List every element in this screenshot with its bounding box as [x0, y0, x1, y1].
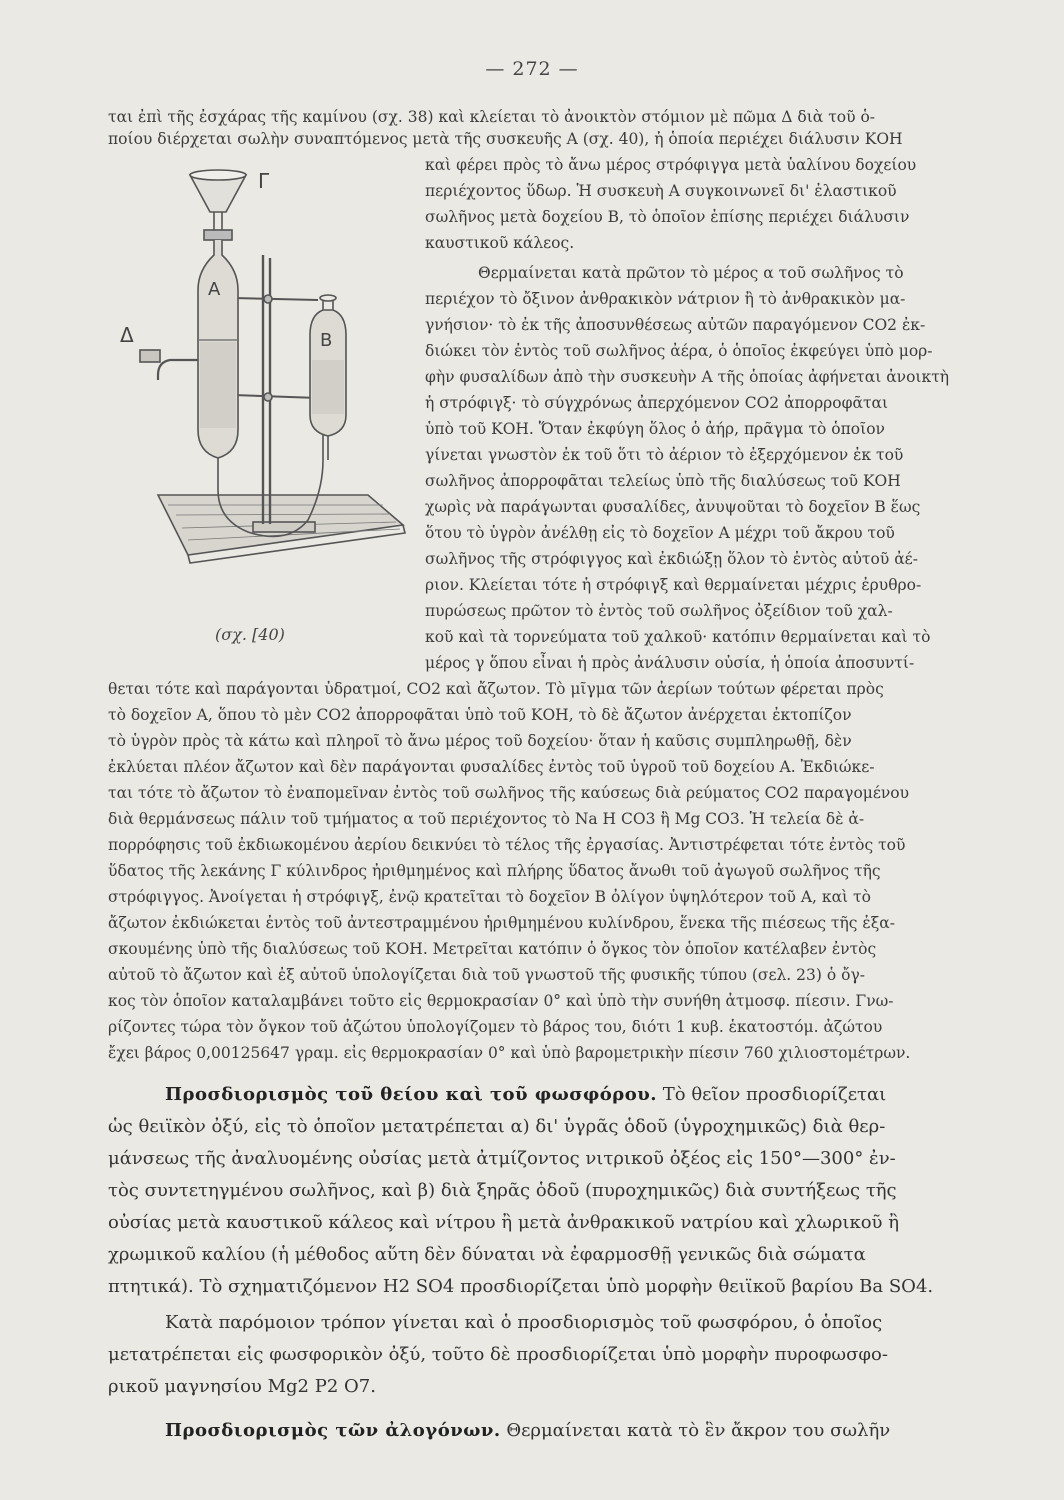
- text-line: πυρώσεως πρῶτον τὸ ἐντὸς τοῦ σωλῆνος ὀξείδιον τοῦ χαλ-: [425, 602, 893, 620]
- label-gamma: Γ: [258, 169, 270, 193]
- text-line: χρωμικοῦ καλίου (ἡ μέθοδος αὕτη δὲν δύναται νὰ ἐφαρμοσθῇ γενικῶς διὰ σώματα: [108, 1244, 866, 1265]
- text-line: οὐσίας μετὰ καυστικοῦ κάλεος καὶ νίτρου ἢ μετὰ ἀνθρακικοῦ νατρίου καὶ χλωρικοῦ ἢ: [108, 1212, 899, 1233]
- text-line: περιέχοντος ὕδωρ. Ἡ συσκευὴ Α συγκοινωνεῖ δι' ἐλαστικοῦ: [425, 182, 897, 200]
- text-line: ἄζωτον ἐκδιώκεται ἐντὸς τοῦ ἀντεστραμμένου ἠριθμημένου κυλίνδρου, ἕνεκα τῆς πιέσεως τῆς ἐξα-: [108, 914, 895, 932]
- text-line: ται ἐπὶ τῆς ἐσχάρας τῆς καμίνου (σχ. 38) καὶ κλείεται τὸ ἀνοικτὸν στόμιον μὲ πῶμα Δ διὰ τοῦ ὁ-: [108, 108, 876, 126]
- text-line: σωλῆνος μετὰ δοχείου Β, τὸ ὁποῖον ἐπίσης περιέχει διάλυσιν: [425, 208, 910, 226]
- text-line: ρίζοντες τώρα τὸν ὄγκον τοῦ ἀζώτου ὑπολογίζομεν τὸ βάρος του, διότι 1 κυβ. ἑκατοστόμ. ἀζώτου: [108, 1018, 883, 1036]
- text-line: μετατρέπεται εἰς φωσφορικὸν ὀξύ, τοῦτο δὲ προσδιορίζεται ὑπὸ μορφὴν πυροφωσφο-: [108, 1344, 888, 1365]
- text-line: γίνεται γνωστὸν ἐκ τοῦ ὅτι τὸ ἀέριον τὸ ἐξερχόμενον ἐκ τοῦ: [425, 446, 904, 464]
- text-line: σωλῆνος ἀπορροφᾶται τελείως ὑπὸ τῆς διαλύσεως τοῦ ΚΟΗ: [425, 472, 901, 490]
- text-line: χωρὶς νὰ παράγωνται φυσαλίδες, ἀνυψοῦται τὸ δοχεῖον Β ἕως: [425, 498, 921, 516]
- text-line: τὸ ὑγρὸν πρὸς τὰ κάτω καὶ πληροῖ τὸ ἄνω μέρος τοῦ δοχείου· ὅταν ἡ καῦσις συμπληρωθῇ, δὲν: [108, 732, 852, 750]
- text-line: ρικοῦ μαγνησίου Mg2 P2 O7.: [108, 1376, 376, 1397]
- text-line: θεται τότε καὶ παράγονται ὑδρατμοί, CO2 καὶ ἄζωτον. Τὸ μῖγμα τῶν ἀερίων τούτων φέρεται πρὸς: [108, 680, 884, 698]
- text-line: πτητικά). Τὸ σχηματιζόμενον H2 SO4 προσδιορίζεται ὑπὸ μορφὴν θειϊκοῦ βαρίου Ba SO4.: [108, 1276, 934, 1297]
- text-line: ριον. Κλείεται τότε ἡ στρόφιγξ καὶ θερμαίνεται μέχρις ἐρυθρο-: [425, 576, 922, 594]
- figure-caption: (σχ. [40): [215, 625, 285, 644]
- text-run: Τὸ θεῖον προσδιορίζεται: [657, 1084, 887, 1105]
- text-line: κος τὸν ὁποῖον καταλαμβάνει τοῦτο εἰς θερμοκρασίαν 0° καὶ ὑπὸ τὴν συνήθη ἀτμοσφ. πίεσιν. Γνω-: [108, 992, 894, 1010]
- text-line: καυστικοῦ κάλεος.: [425, 234, 575, 252]
- text-line: σκουμένης ὑπὸ τῆς διαλύσεως τοῦ ΚΟΗ. Μετρεῖται κατόπιν ὁ ὄγκος τὸν ὁποῖον κατέλαβεν ἐντὸς: [108, 940, 877, 958]
- label-alpha: Α: [208, 279, 221, 300]
- apparatus-drawing: [118, 160, 418, 630]
- text-line: Θερμαίνεται κατὰ πρῶτον τὸ μέρος α τοῦ σωλῆνος τὸ: [478, 264, 904, 282]
- label-beta: Β: [320, 330, 333, 351]
- text-line: γνήσιον· τὸ ἐκ τῆς ἀποσυνθέσεως αὐτῶν παραγόμενον CO2 ἐκ-: [425, 316, 926, 334]
- text-line: ἔχει βάρος 0,00125647 γραμ. εἰς θερμοκρασίαν 0° καὶ ὑπὸ βαρομετρικὴν πίεσιν 760 χιλιοστομέτρων.: [108, 1044, 911, 1062]
- section-sulfur-phosphorus: [165, 1082, 1010, 1108]
- text-line: ὅτου τὸ ὑγρὸν ἀνέλθῃ εἰς τὸ δοχεῖον Α μέχρι τοῦ ἄκρου τοῦ: [425, 524, 895, 542]
- page-number: — 272 —: [485, 58, 579, 80]
- text-line: ὡς θειϊκὸν ὀξύ, εἰς τὸ ὁποῖον μετατρέπεται α) δι' ὑγρᾶς ὁδοῦ (ὑγροχημικῶς) διὰ θερ-: [108, 1116, 886, 1137]
- text-line: πορρόφησις τοῦ ἐκδιωκομένου ἀερίου δεικνύει τὸ τέλος τῆς ἐργασίας. Ἀντιστρέφεται τότε ἐντὸς τοῦ: [108, 836, 906, 854]
- text-line: μέρος γ ὅπου εἶναι ἡ πρὸς ἀνάλυσιν οὐσία, ἡ ὁποία ἀποσυντί-: [425, 654, 915, 672]
- text-line: κοῦ καὶ τὰ τορνεύματα τοῦ χαλκοῦ· κατόπιν θερμαίνεται καὶ τὸ: [425, 628, 931, 646]
- text-line: ται τότε τὸ ἄζωτον τὸ ἐναπομεῖναν ἐντὸς τοῦ σωλῆνος τῆς καύσεως διὰ ρεύματος CO2 παραγομένου: [108, 784, 910, 802]
- text-line: καὶ φέρει πρὸς τὸ ἄνω μέρος στρόφιγγα μετὰ ὑαλίνου δοχείου: [425, 156, 917, 174]
- text-line: περιέχον τὸ ὄξινον ἀνθρακικὸν νάτριον ἢ τὸ ἀνθρακικὸν μα-: [425, 290, 906, 308]
- text-line: τὸς συντετηγμένου σωλῆνος, καὶ β) διὰ ξηρᾶς ὁδοῦ (πυροχημικῶς) διὰ συντήξεως τῆς: [108, 1180, 897, 1201]
- text-line: αὐτοῦ τὸ ἄζωτον καὶ ἐξ αὐτοῦ ὑπολογίζεται διὰ τοῦ γνωστοῦ τῆς φυσικῆς τύπου (σελ. 23) ὁ ὄγ-: [108, 966, 865, 984]
- text-run: Θερμαίνεται κατὰ τὸ ἓν ἄκρον του σωλῆν: [500, 1420, 891, 1441]
- text-line: διώκει τὸν ἐντὸς τοῦ σωλῆνος ἀέρα, ὁ ὁποῖος ἐκφεύγει ὑπὸ μορ-: [425, 342, 933, 360]
- section-heading: Προσδιορισμὸς τοῦ θείου καὶ τοῦ φωσφόρου.: [165, 1084, 658, 1105]
- text-line: ὕδατος τῆς λεκάνης Γ κύλινδρος ἠριθμημένος καὶ πλήρης ὕδατος ἄνωθι τοῦ ἀγωγοῦ σωλῆνος τῆς: [108, 862, 881, 880]
- text-line: διὰ θερμάνσεως πάλιν τοῦ τμήματος α τοῦ περιέχοντος τὸ Na H CO3 ἢ Mg CO3. Ἡ τελεία δὲ ἀ-: [108, 810, 865, 828]
- text-line: Κατὰ παρόμοιον τρόπον γίνεται καὶ ὁ προσδιορισμὸς τοῦ φωσφόρου, ὁ ὁποῖος: [165, 1312, 883, 1333]
- section-halogens: [165, 1418, 1010, 1444]
- label-delta: Δ: [120, 323, 134, 347]
- text-line: σωλῆνος τῆς στρόφιγγος καὶ ἐκδιώξῃ ὅλον τὸ ἐντὸς αὐτοῦ ἀέ-: [425, 550, 918, 568]
- apparatus-figure: [118, 160, 418, 630]
- text-line: ἐκλύεται πλέον ἄζωτον καὶ δὲν παράγονται φυσαλίδες ἐντὸς τοῦ ὑγροῦ τοῦ δοχείου Α. Ἐκδιώκε-: [108, 758, 875, 776]
- text-line: φὴν φυσαλίδων ἀπὸ τὴν συσκευὴν Α τῆς ὁποίας ἀφήνεται ἀνοικτὴ: [425, 368, 950, 386]
- text-line: ἡ στρόφιγξ· τὸ σύγχρόνως ἀπερχόμενον CO2 ἀπορροφᾶται: [425, 394, 889, 412]
- text-line: μάνσεως τῆς ἀναλυομένης οὐσίας μετὰ ἀτμίζοντος νιτρικοῦ ὀξέος εἰς 150°—300° ἐν-: [108, 1148, 896, 1169]
- text-line: ὑπὸ τοῦ ΚΟΗ. Ὅταν ἐκφύγη ὅλος ὁ ἀήρ, πρᾶγμα τὸ ὁποῖον: [425, 420, 885, 438]
- text-line: στρόφιγγος. Ἀνοίγεται ἡ στρόφιγξ, ἐνῷ κρατεῖται τὸ δοχεῖον Β ὀλίγον ὑψηλότερον τοῦ Α, καὶ τὸ: [108, 888, 871, 906]
- text-line: τὸ δοχεῖον Α, ὅπου τὸ μὲν CO2 ἀπορροφᾶται ὑπὸ τοῦ ΚΟΗ, τὸ δὲ ἄζωτον ἀνέρχεται ἐκτοπίζον: [108, 706, 852, 724]
- text-line: ποίου διέρχεται σωλὴν συναπτόμενος μετὰ τῆς συσκευῆς Α (σχ. 40), ἡ ὁποία περιέχει διάλυσιν ΚΟΗ: [108, 130, 903, 148]
- section-heading: Προσδιορισμὸς τῶν ἀλογόνων.: [165, 1420, 501, 1441]
